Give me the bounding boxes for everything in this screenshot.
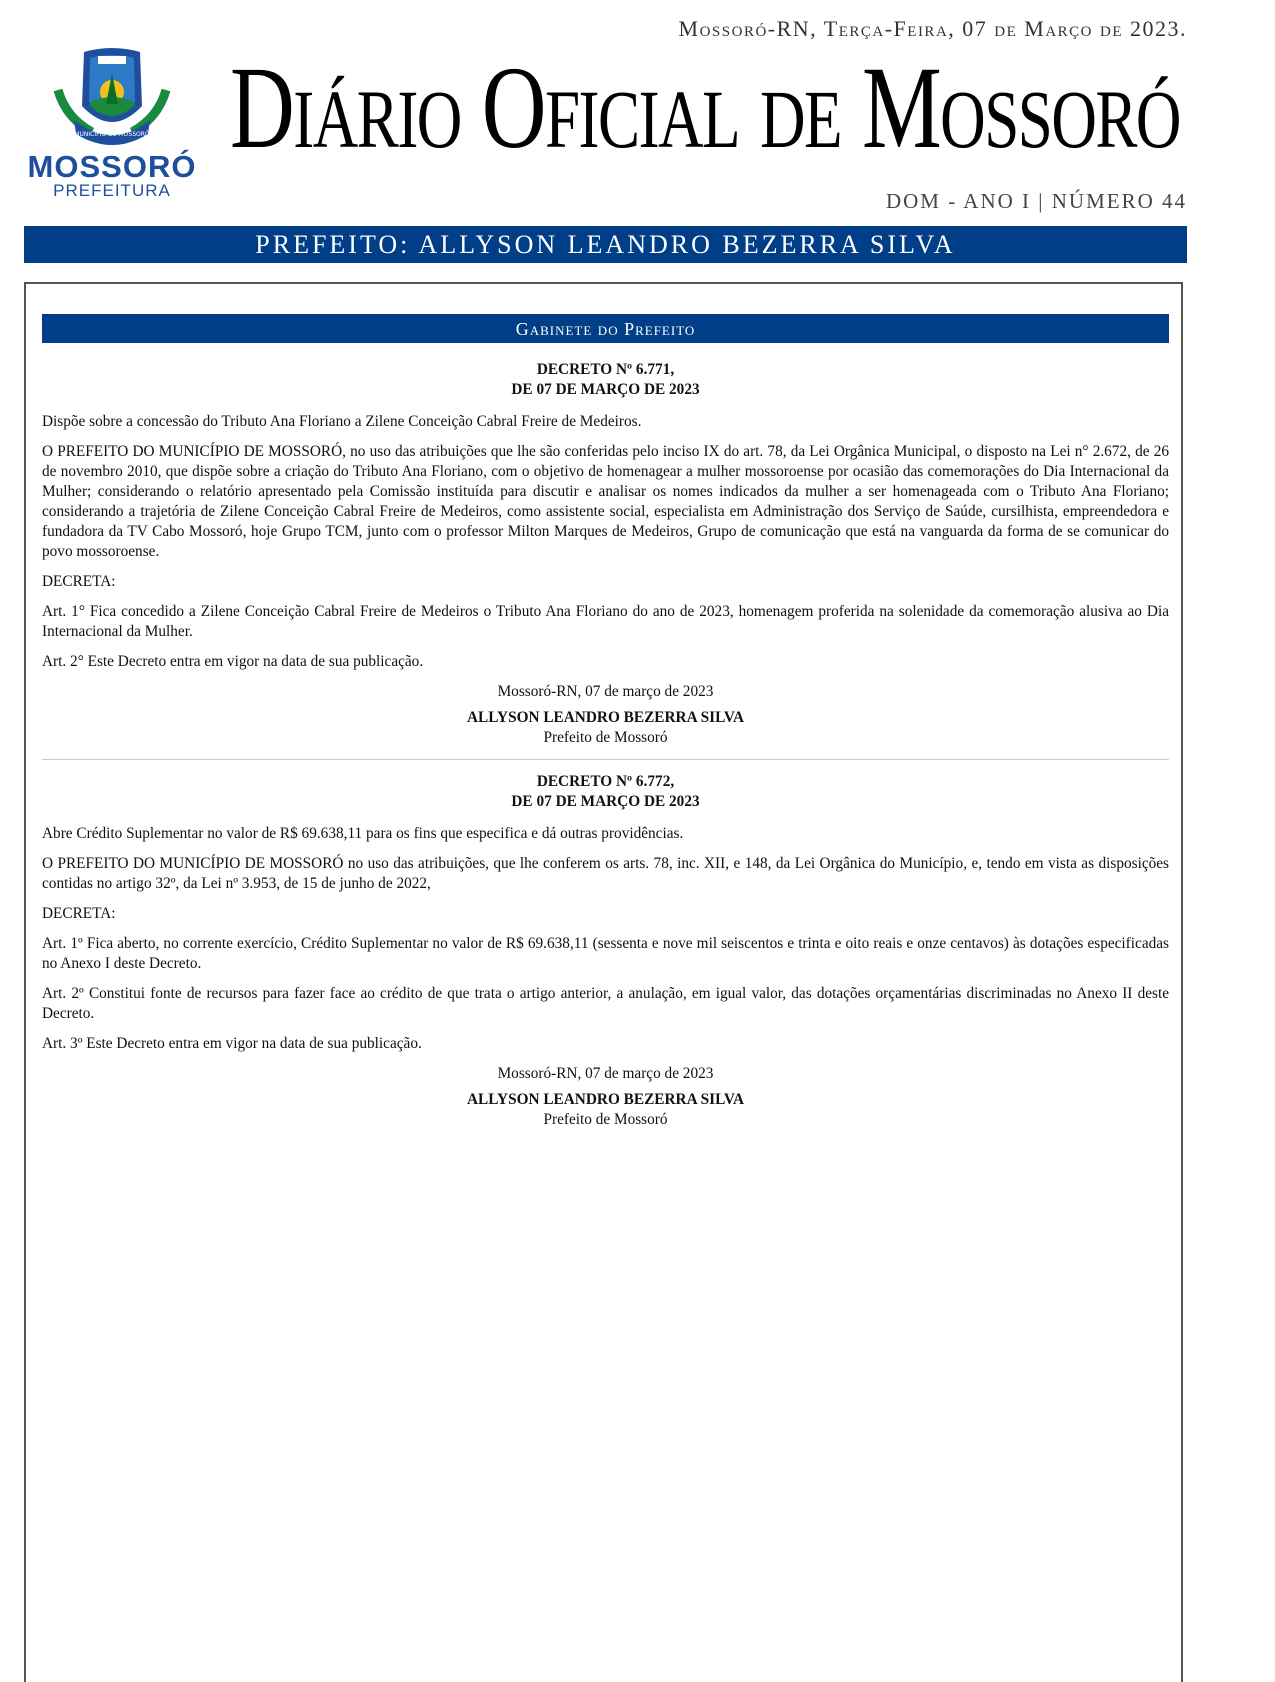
section-header: Gabinete do Prefeito [42,314,1169,343]
decree-article-2: Art. 2° Este Decreto entra em vigor na data de sua publicação. [42,653,424,670]
decree-signer-role: Prefeito de Mossoró [543,729,668,746]
decree-place-date: Mossoró-RN, 07 de março de 2023 [497,683,714,700]
prefeitura-logo [22,46,202,206]
seal-text: MUNICÍPIO DE MOSSORÓ [74,131,150,138]
decree-place-date: Mossoró-RN, 07 de março de 2023 [497,1065,714,1082]
masthead-title: Diário Oficial de Mossoró [230,42,1180,173]
decree-article-1: Art. 1º Fica aberto, no corrente exercício, Crédito Suplementar no valor de R$ 69.638,11 (sessenta e nove mil seiscentos e trinta e oito reais e onze centavos) às dotações especificadas no Anexo I deste Decreto. [42,935,1169,972]
decree-title: DECRETO Nº 6.772, [536,773,675,790]
logo-name: MOSSORÓ [27,149,197,184]
section-body [42,360,1169,1141]
decree-signer: ALLYSON LEANDRO BEZERRA SILVA [466,709,744,726]
decree-article-2: Art. 2º Constitui fonte de recursos para fazer face ao crédito de que trata o artigo anterior, a anulação, em igual valor, das dotações orçamentárias discriminadas no Anexo II deste Decreto. [42,985,1169,1022]
city-seal-icon [52,46,172,150]
decree-signer: ALLYSON LEANDRO BEZERRA SILVA [466,1091,744,1108]
decree-decreta: DECRETA: [42,905,116,922]
decree-article-3: Art. 3º Este Decreto entra em vigor na data de sua publicação. [42,1035,422,1052]
decree-summary: Dispõe sobre a concessão do Tributo Ana Floriano a Zilene Conceição Cabral Freire de Medeiros. [42,413,642,430]
decree-summary: Abre Crédito Suplementar no valor de R$ 69.638,11 para os fins que especifica e dá outras providências. [42,825,684,842]
logo-subtitle: PREFEITURA [53,181,171,200]
decree-date: DE 07 DE MARÇO DE 2023 [511,793,700,810]
decree-preamble: O PREFEITO DO MUNICÍPIO DE MOSSORÓ no uso das atribuições, que lhe conferem os arts. 78, inc. XII, e 148, da Lei Orgânica do Município, e, tendo em vista as disposições contidas no artigo 32º, da Lei nº 3.953, de 15 de junho de 2022, [42,855,1169,892]
decree-preamble: O PREFEITO DO MUNICÍPIO DE MOSSORÓ, no uso das atribuições que lhe são conferidas pelo inciso IX do art. 78, da Lei Orgânica Municipal, o disposto na Lei n° 2.672, de 26 de novembro 2010, que dispõe sobre a criação do Tributo Ana Floriano, com o objetivo de homenagear a mulher mossoroense por ocasião das comemorações do Dia Internacional da Mulher; considerando o relatório apresentado pela Comissão instituída para discutir e analisar os nomes indicados da mulher a ser homenageada com o Tributo Ana Floriano; considerando a trajetória de Zilene Conceição Cabral Freire de Medeiros, como assistente social, especialista em Administração dos Serviço de Saúde, cursilhista, empreendedora e fundadora da TV Cabo Mossoró, hoje Grupo TCM, junto com o professor Milton Marques de Medeiros, Grupo de comunicação que está na vanguarda da forma de se comunicar do povo mossoroense. [42,443,1169,560]
decree-title: DECRETO Nº 6.771, [536,361,675,378]
decree-divider [42,759,1169,760]
decree-signer-role: Prefeito de Mossoró [543,1111,668,1128]
decree-article-1: Art. 1° Fica concedido a Zilene Conceição Cabral Freire de Medeiros o Tributo Ana Floriano do ano de 2023, homenagem proferida na solenidade da comemoração alusiva ao Dia Internacional da Mulher. [42,603,1169,640]
mayor-banner: PREFEITO: ALLYSON LEANDRO BEZERRA SILVA [24,226,1187,263]
decree-decreta: DECRETA: [42,573,116,590]
content-frame [24,282,1183,1682]
decree-date: DE 07 DE MARÇO DE 2023 [511,381,700,398]
dateline: Mossoró-RN, Terça-Feira, 07 de Março de 2023. [678,16,1187,41]
edition-number: DOM - ANO I | NÚMERO 44 [885,189,1187,213]
